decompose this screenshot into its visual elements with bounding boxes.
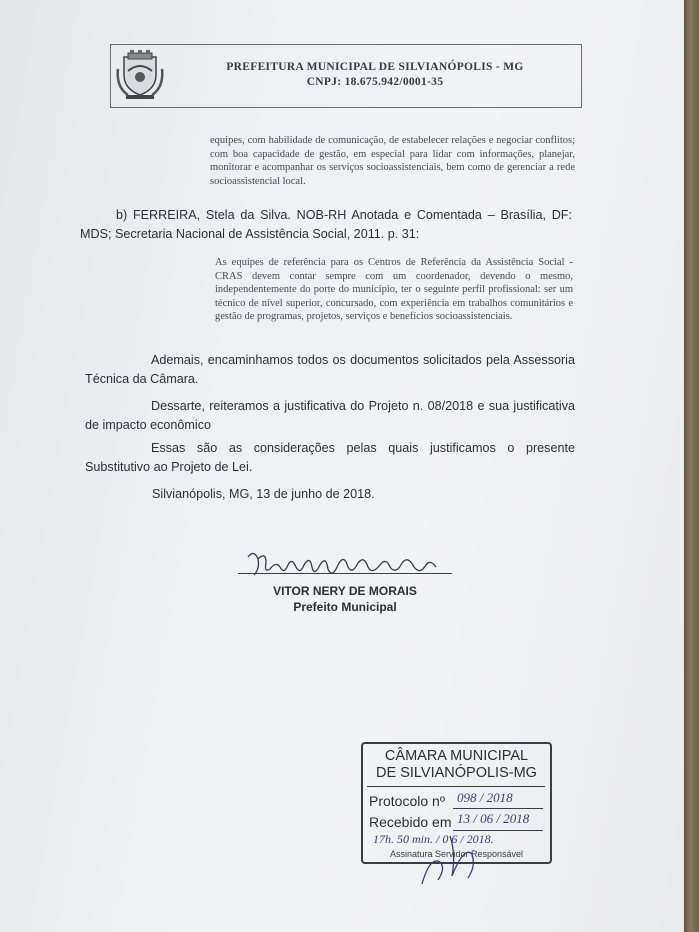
block-quote: As equipes de referência para os Centros de Referência da Assistência Social - CRAS devem contar sempre com um coordenador, devendo o mesmo, independentemente do porte do município, ter o seguinte perfil profissional: ser um técnico de nível superior, concursado, com experiência em trabalhos comunitários e gestão de programas, projetos, serviços e benefícios socioassistenciais. [215,257,573,322]
stamp-recebido-value: 13 / 06 / 2018 [457,811,530,826]
signature-line [238,573,452,574]
paragraph-ademais: Ademais, encaminhamos todos os documentos solicitados pela Assessoria Técnica da Câmara. [85,353,575,386]
letterhead-title: PREFEITURA MUNICIPAL DE SILVIANÓPOLIS - MG [226,61,524,73]
stamp-recebido-label: Recebido em [369,814,452,830]
stamp-protocolo-value: 098 / 2018 [457,790,513,805]
letterhead-cnpj: CNPJ: 18.675.942/0001-35 [306,76,444,88]
signatory-block [200,583,490,615]
stamp-footer: Assinatura Servidor Responsável [389,849,524,859]
stamp-handwritten-time: 17h. 50 min. / 0 6 / 2018. [373,832,494,846]
date-line: Silvianópolis, MG, 13 de junho de 2018. [152,487,375,501]
signatory-role: Prefeito Municipal [293,600,397,614]
stamp-title [363,748,550,782]
stamp-protocolo-label: Protocolo nº [369,793,445,809]
reference-paragraph: b) FERREIRA, Stela da Silva. NOB-RH Anotada e Comentada – Brasília, DF: MDS; Secretaria Nacional de Assistência Social, 2011. p. 31: [80,208,572,241]
coat-of-arms-icon [114,49,166,101]
stamp-line2: DE SILVIANÓPOLIS-MG [376,765,537,781]
stamp-line1: CÂMARA MUNICIPAL [384,748,529,764]
continued-quote: equipes, com habilidade de comunicação, de estabelecer relações e negociar conflitos; com boa capacidade de gestão, em especial para lidar com informações, planejar, monitorar e acompanhar os serviços socioassistenciais, bem como de gerenciar a rede socioassistencial local. [210,135,575,187]
signatory-name: VITOR NERY DE MORAIS [273,584,417,598]
stamp-initials-scribble [360,806,560,886]
paragraph-essas: Essas são as considerações pelas quais justificamos o presente Substitutivo ao Projeto de Lei. [85,441,575,474]
handwritten-signature [240,545,460,581]
stamp-divider [367,786,545,787]
letterhead-text [175,60,575,90]
table-background [684,0,699,932]
paragraph-dessarte: Dessarte, reiteramos a justificativa do Projeto n. 08/2018 e sua justificativa de impacto econômico [85,399,575,432]
